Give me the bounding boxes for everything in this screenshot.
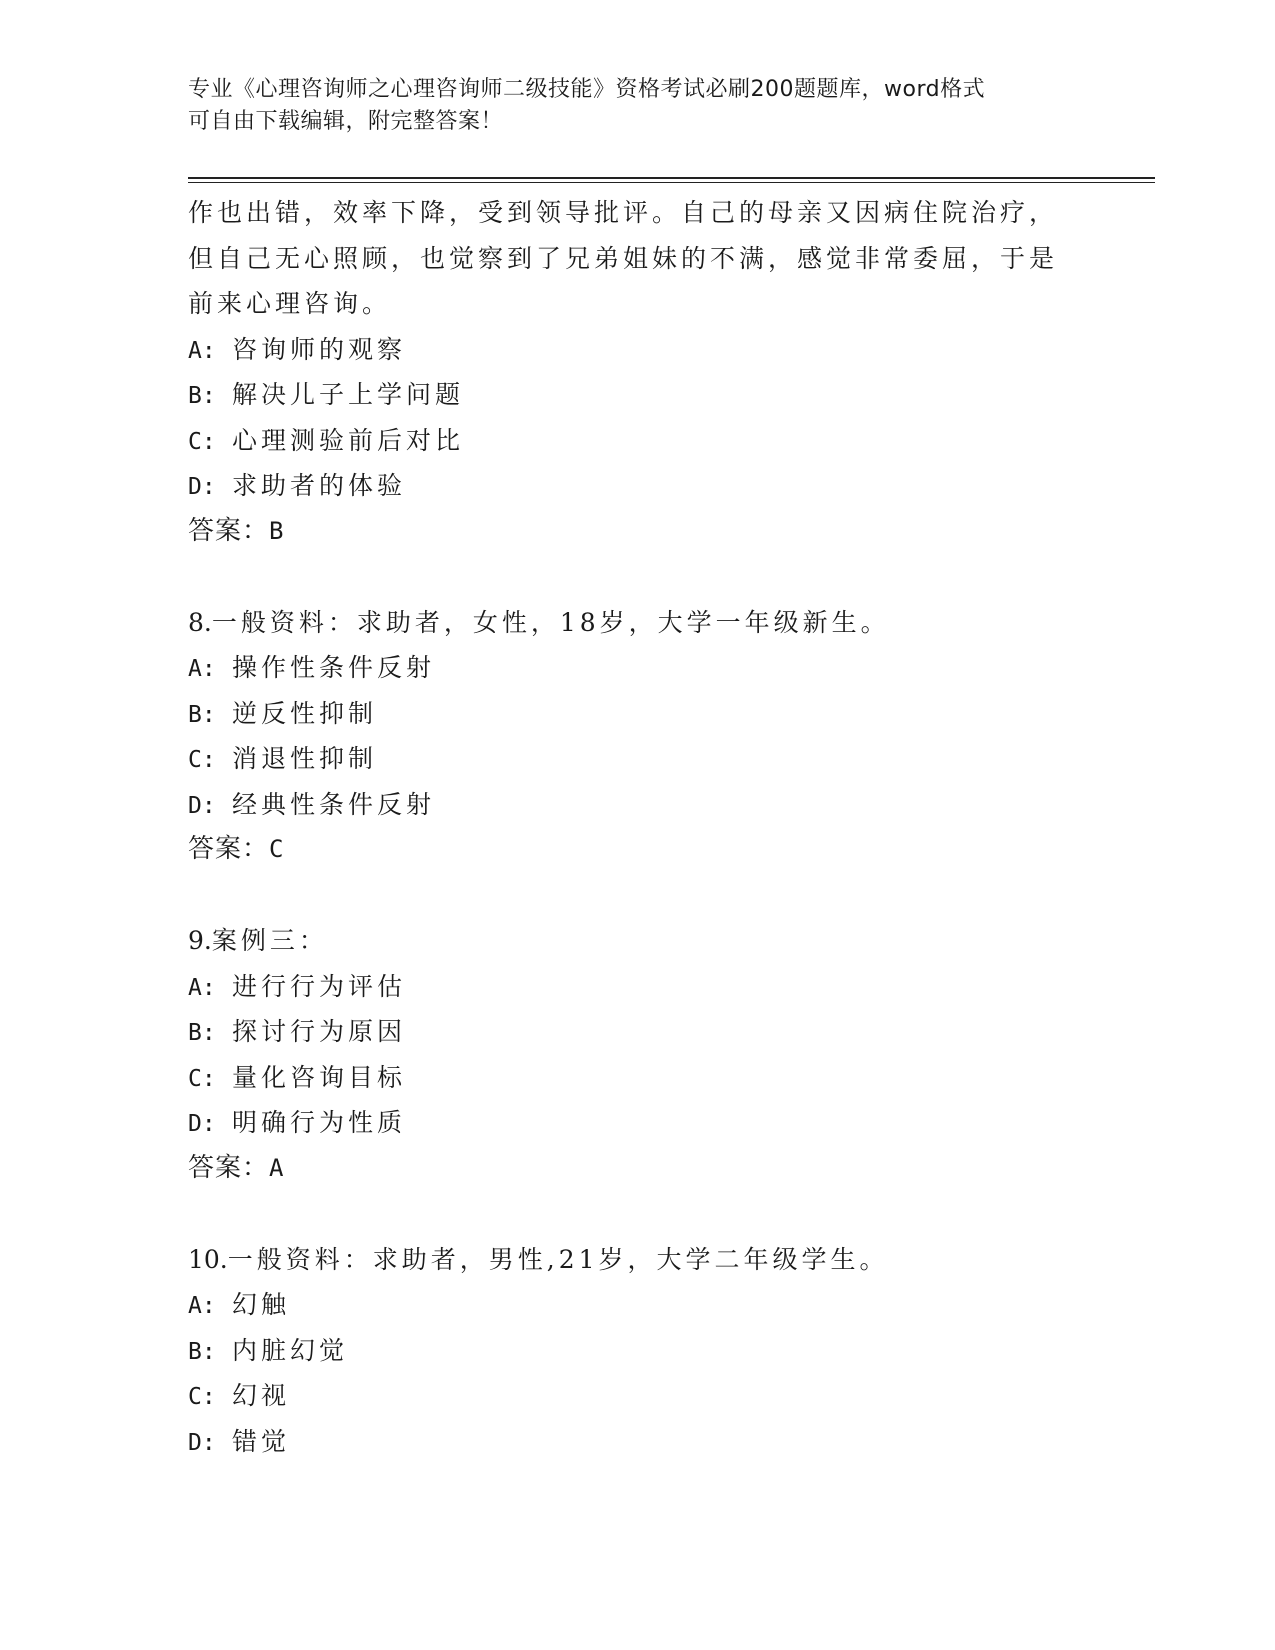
spacer [188, 873, 1088, 919]
option-text: 解决儿子上学问题 [232, 380, 465, 409]
header-title-line-2: 可自由下载编辑，附完整答案！ [188, 109, 504, 134]
question-stem [188, 1237, 1088, 1283]
question-continuation [188, 190, 1088, 554]
spacer [188, 554, 1088, 600]
spacer [188, 1191, 1088, 1237]
question-stem-text: 案例三： [211, 926, 328, 955]
document-body [188, 190, 1088, 1464]
option-letter: A: [188, 1293, 216, 1319]
option-a [188, 1282, 1088, 1328]
option-c [188, 736, 1088, 782]
question-stem [188, 918, 1088, 964]
answer-key: A [269, 1153, 285, 1182]
option-c [188, 418, 1088, 464]
question-10 [188, 1237, 1088, 1465]
option-text: 量化咨询目标 [232, 1062, 407, 1092]
option-letter: B: [188, 383, 216, 409]
option-letter: C: [188, 1065, 216, 1092]
option-letter: D: [188, 1111, 216, 1137]
option-text: 探讨行为原因 [232, 1017, 407, 1046]
option-d [188, 463, 1088, 509]
option-d [188, 1419, 1088, 1465]
question-9 [188, 918, 1088, 1191]
header-divider-thin [188, 182, 1155, 183]
option-letter: D: [188, 792, 216, 819]
option-text: 错觉 [232, 1426, 291, 1456]
option-b [188, 691, 1088, 737]
option-text: 经典性条件反射 [232, 789, 436, 819]
question-number: 10. [188, 1244, 228, 1274]
question-text-line: 前来心理咨询。 [188, 289, 392, 318]
option-text: 幻触 [232, 1290, 291, 1319]
header-title-line-1: 专业《心理咨询师之心理咨询师二级技能》资格考试必刷200题题库，word格式 [188, 77, 986, 102]
answer-line [188, 1146, 1088, 1192]
option-d [188, 1100, 1088, 1146]
answer-key: C [269, 835, 285, 863]
answer-key: B [269, 516, 285, 545]
option-letter: C: [188, 747, 216, 773]
option-letter: B: [188, 701, 216, 728]
option-b [188, 1328, 1088, 1374]
option-letter: C: [188, 1384, 216, 1410]
question-stem-text: 一般资料：求助者，女性，18岁，大学一年级新生。 [211, 607, 890, 637]
option-b [188, 1009, 1088, 1055]
option-letter: A: [188, 337, 216, 364]
question-stem [188, 600, 1088, 646]
answer-label: 答案： [188, 1152, 270, 1183]
option-text: 逆反性抑制 [232, 698, 378, 728]
option-letter: D: [188, 474, 216, 500]
option-d [188, 782, 1088, 828]
option-c [188, 1055, 1088, 1101]
option-text: 消退性抑制 [232, 744, 378, 773]
header-divider-thick [188, 177, 1155, 179]
option-text: 心理测验前后对比 [232, 425, 465, 455]
option-text: 幻视 [232, 1381, 291, 1410]
question-number: 9. [188, 926, 212, 955]
question-stem-text: 一般资料：求助者，男性,21岁，大学二年级学生。 [227, 1244, 889, 1274]
question-text-line: 但自己无心照顾，也觉察到了兄弟姐妹的不满，感觉非常委屈，于是 [188, 243, 1059, 273]
option-letter: C: [188, 428, 216, 455]
question-text-line: 作也出错，效率下降，受到领导批评。自己的母亲又因病住院治疗， [188, 198, 1059, 227]
option-text: 操作性条件反射 [232, 653, 436, 682]
option-c [188, 1373, 1088, 1419]
option-letter: A: [188, 656, 216, 682]
option-a [188, 327, 1088, 373]
option-text: 内脏幻觉 [232, 1335, 349, 1365]
page-header [188, 74, 1088, 138]
option-letter: A: [188, 974, 216, 1001]
option-letter: D: [188, 1429, 216, 1456]
question-8 [188, 600, 1088, 873]
option-text: 明确行为性质 [232, 1108, 407, 1137]
option-b [188, 372, 1088, 418]
option-text: 进行行为评估 [232, 971, 407, 1001]
option-text: 求助者的体验 [232, 471, 407, 500]
answer-line [188, 509, 1088, 555]
answer-label: 答案： [188, 834, 270, 864]
question-number: 8. [188, 607, 212, 637]
option-text: 咨询师的观察 [232, 334, 407, 364]
answer-line [188, 827, 1088, 873]
option-letter: B: [188, 1338, 216, 1365]
option-a [188, 645, 1088, 691]
option-a [188, 964, 1088, 1010]
answer-label: 答案： [188, 515, 270, 546]
option-letter: B: [188, 1020, 216, 1046]
